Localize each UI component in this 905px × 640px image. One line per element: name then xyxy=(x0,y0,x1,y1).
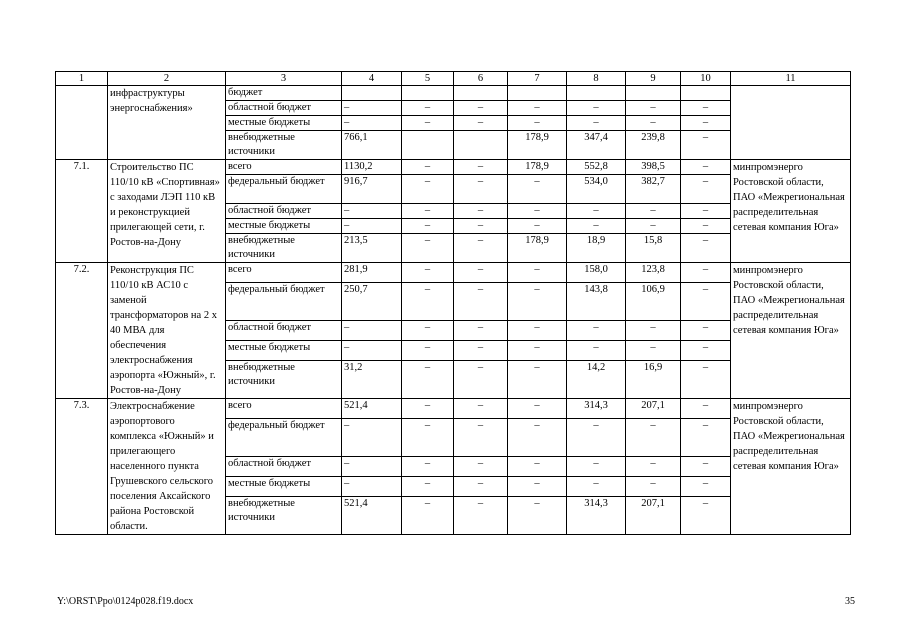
value-cell: 521,4 xyxy=(342,496,402,534)
value-cell: 178,9 xyxy=(508,234,567,263)
value-cell: – xyxy=(454,116,508,131)
value-cell: – xyxy=(508,418,567,456)
value-cell: – xyxy=(454,160,508,175)
funding-source: внебюджетные источники xyxy=(226,234,342,263)
value-cell: – xyxy=(402,160,454,175)
value-cell: 916,7 xyxy=(342,175,402,204)
value-cell: 123,8 xyxy=(626,263,681,283)
funding-source: всего xyxy=(226,160,342,175)
value-cell: 14,2 xyxy=(567,360,626,398)
project-name: Электроснабжение аэропортового комплекса «Южный» и прилегающего населенного пункта Грушевского сельского поселения Аксайского района Ростовской области. xyxy=(108,399,226,535)
value-cell: 16,9 xyxy=(626,360,681,398)
value-cell: 314,3 xyxy=(567,399,626,419)
column-number: 7 xyxy=(508,72,567,86)
value-cell: – xyxy=(567,457,626,477)
table-body xyxy=(56,72,851,535)
value-cell: – xyxy=(508,101,567,116)
value-cell: – xyxy=(454,282,508,320)
value-cell: 213,5 xyxy=(342,234,402,263)
value-cell: – xyxy=(681,263,731,283)
value-cell: – xyxy=(454,263,508,283)
value-cell xyxy=(342,86,402,101)
value-cell: – xyxy=(454,399,508,419)
value-cell: – xyxy=(681,204,731,219)
value-cell: – xyxy=(454,340,508,360)
value-cell: – xyxy=(681,360,731,398)
value-cell: – xyxy=(342,321,402,341)
value-cell: – xyxy=(567,321,626,341)
funding-source: местные бюджеты xyxy=(226,116,342,131)
value-cell: – xyxy=(402,496,454,534)
value-cell: – xyxy=(681,476,731,496)
column-number: 10 xyxy=(681,72,731,86)
funding-source: областной бюджет xyxy=(226,101,342,116)
value-cell: – xyxy=(508,360,567,398)
value-cell: – xyxy=(681,282,731,320)
value-cell: – xyxy=(626,340,681,360)
value-cell: – xyxy=(342,457,402,477)
value-cell: – xyxy=(508,282,567,320)
value-cell: – xyxy=(681,399,731,419)
value-cell: 31,2 xyxy=(342,360,402,398)
project-name: Реконструкция ПС 110/10 кВ АС10 с заменой трансформаторов на 2 х 40 МВА для обеспечения электроснабжения аэропорта «Южный», г. Ростов-на-Дону xyxy=(108,263,226,399)
value-cell: – xyxy=(567,219,626,234)
value-cell: – xyxy=(508,175,567,204)
responsible-organization: минпромэнерго Ростовской области, ПАО «Межрегиональная распределительная сетевая компания Юга» xyxy=(731,160,851,263)
value-cell: – xyxy=(567,476,626,496)
value-cell: 207,1 xyxy=(626,399,681,419)
value-cell: 143,8 xyxy=(567,282,626,320)
funding-source: федеральный бюджет xyxy=(226,282,342,320)
value-cell: – xyxy=(402,360,454,398)
value-cell: 106,9 xyxy=(626,282,681,320)
funding-source: областной бюджет xyxy=(226,457,342,477)
value-cell: 178,9 xyxy=(508,160,567,175)
funding-source: внебюджетные источники xyxy=(226,131,342,160)
project-name: инфраструктуры энергоснабжения» xyxy=(108,86,226,160)
value-cell: 178,9 xyxy=(508,131,567,160)
value-cell xyxy=(402,86,454,101)
value-cell: – xyxy=(454,175,508,204)
column-number: 9 xyxy=(626,72,681,86)
value-cell: – xyxy=(454,321,508,341)
funding-table xyxy=(55,71,851,535)
value-cell: – xyxy=(454,457,508,477)
value-cell: – xyxy=(508,321,567,341)
value-cell: – xyxy=(681,160,731,175)
value-cell: – xyxy=(402,116,454,131)
value-cell: – xyxy=(402,399,454,419)
value-cell: – xyxy=(567,116,626,131)
value-cell: – xyxy=(681,131,731,160)
funding-source: всего xyxy=(226,263,342,283)
column-number: 3 xyxy=(226,72,342,86)
value-cell: – xyxy=(681,116,731,131)
value-cell: – xyxy=(342,476,402,496)
project-number: 7.3. xyxy=(56,399,108,535)
value-cell xyxy=(626,86,681,101)
table-row xyxy=(56,160,851,175)
value-cell: – xyxy=(681,234,731,263)
funding-source: внебюджетные источники xyxy=(226,360,342,398)
value-cell: – xyxy=(402,418,454,456)
value-cell xyxy=(681,86,731,101)
value-cell: – xyxy=(681,321,731,341)
column-number: 4 xyxy=(342,72,402,86)
value-cell: – xyxy=(567,204,626,219)
value-cell: – xyxy=(681,340,731,360)
footer-file-path: Y:\ORST\Ppo\0124p028.f19.docx xyxy=(57,596,194,607)
value-cell: – xyxy=(681,457,731,477)
value-cell: – xyxy=(342,219,402,234)
value-cell: – xyxy=(508,457,567,477)
project-number: 7.1. xyxy=(56,160,108,263)
value-cell: – xyxy=(626,418,681,456)
value-cell: – xyxy=(342,204,402,219)
value-cell: – xyxy=(402,282,454,320)
value-cell: 382,7 xyxy=(626,175,681,204)
column-number: 5 xyxy=(402,72,454,86)
project-number: 7.2. xyxy=(56,263,108,399)
funding-source: местные бюджеты xyxy=(226,219,342,234)
value-cell: – xyxy=(681,101,731,116)
value-cell: – xyxy=(402,234,454,263)
funding-source: областной бюджет xyxy=(226,321,342,341)
responsible-organization: минпромэнерго Ростовской области, ПАО «Межрегиональная распределительная сетевая компания Юга» xyxy=(731,399,851,535)
value-cell: – xyxy=(454,204,508,219)
value-cell: – xyxy=(454,219,508,234)
column-number: 8 xyxy=(567,72,626,86)
value-cell: 15,8 xyxy=(626,234,681,263)
value-cell: – xyxy=(626,204,681,219)
value-cell: – xyxy=(567,340,626,360)
value-cell: – xyxy=(567,101,626,116)
value-cell: – xyxy=(402,204,454,219)
value-cell: – xyxy=(681,418,731,456)
value-cell: – xyxy=(626,476,681,496)
project-name: Строительство ПС 110/10 кВ «Спортивная» с заходами ЛЭП 110 кВ и реконструкцией прилегающей сети, г. Ростов-на-Дону xyxy=(108,160,226,263)
value-cell: 18,9 xyxy=(567,234,626,263)
value-cell: – xyxy=(342,101,402,116)
value-cell: – xyxy=(454,496,508,534)
column-number: 2 xyxy=(108,72,226,86)
value-cell: 158,0 xyxy=(567,263,626,283)
funding-source: местные бюджеты xyxy=(226,340,342,360)
value-cell: – xyxy=(626,457,681,477)
value-cell xyxy=(567,86,626,101)
column-number: 1 xyxy=(56,72,108,86)
funding-source: федеральный бюджет xyxy=(226,175,342,204)
value-cell: 534,0 xyxy=(567,175,626,204)
value-cell: – xyxy=(402,263,454,283)
funding-source: внебюджетные источники xyxy=(226,496,342,534)
funding-source: бюджет xyxy=(226,86,342,101)
value-cell xyxy=(508,86,567,101)
funding-source: областной бюджет xyxy=(226,204,342,219)
value-cell: – xyxy=(454,360,508,398)
funding-source: всего xyxy=(226,399,342,419)
funding-source: федеральный бюджет xyxy=(226,418,342,456)
value-cell: – xyxy=(626,116,681,131)
column-number: 6 xyxy=(454,72,508,86)
value-cell: 521,4 xyxy=(342,399,402,419)
value-cell: – xyxy=(626,101,681,116)
value-cell: 250,7 xyxy=(342,282,402,320)
value-cell: 766,1 xyxy=(342,131,402,160)
value-cell: – xyxy=(508,204,567,219)
value-cell: – xyxy=(626,321,681,341)
value-cell: – xyxy=(402,219,454,234)
table-row xyxy=(56,263,851,283)
column-number-row xyxy=(56,72,851,86)
value-cell: – xyxy=(508,219,567,234)
table-row xyxy=(56,399,851,419)
value-cell xyxy=(454,86,508,101)
project-number xyxy=(56,86,108,160)
value-cell: – xyxy=(681,496,731,534)
value-cell: 347,4 xyxy=(567,131,626,160)
value-cell: – xyxy=(681,219,731,234)
value-cell: 398,5 xyxy=(626,160,681,175)
value-cell: – xyxy=(402,101,454,116)
value-cell: – xyxy=(342,418,402,456)
value-cell: 1130,2 xyxy=(342,160,402,175)
value-cell: – xyxy=(454,101,508,116)
value-cell xyxy=(402,131,454,160)
value-cell: – xyxy=(454,234,508,263)
value-cell: – xyxy=(342,340,402,360)
funding-source: местные бюджеты xyxy=(226,476,342,496)
value-cell: 552,8 xyxy=(567,160,626,175)
value-cell: – xyxy=(508,116,567,131)
value-cell: – xyxy=(402,476,454,496)
footer-page-number: 35 xyxy=(845,596,855,607)
value-cell: 207,1 xyxy=(626,496,681,534)
value-cell: – xyxy=(402,457,454,477)
value-cell: 314,3 xyxy=(567,496,626,534)
value-cell: – xyxy=(508,340,567,360)
value-cell: – xyxy=(402,340,454,360)
value-cell: – xyxy=(626,219,681,234)
value-cell: – xyxy=(508,399,567,419)
table-row xyxy=(56,86,851,101)
value-cell: – xyxy=(681,175,731,204)
responsible-organization xyxy=(731,86,851,160)
value-cell: – xyxy=(342,116,402,131)
value-cell: – xyxy=(567,418,626,456)
value-cell: – xyxy=(402,321,454,341)
responsible-organization: минпромэнерго Ростовской области, ПАО «Межрегиональная распределительная сетевая компания Юга» xyxy=(731,263,851,399)
value-cell: 239,8 xyxy=(626,131,681,160)
column-number: 11 xyxy=(731,72,851,86)
value-cell: – xyxy=(402,175,454,204)
value-cell: – xyxy=(508,263,567,283)
value-cell xyxy=(454,131,508,160)
value-cell: – xyxy=(454,418,508,456)
value-cell: – xyxy=(454,476,508,496)
value-cell: 281,9 xyxy=(342,263,402,283)
value-cell: – xyxy=(508,476,567,496)
value-cell: – xyxy=(508,496,567,534)
